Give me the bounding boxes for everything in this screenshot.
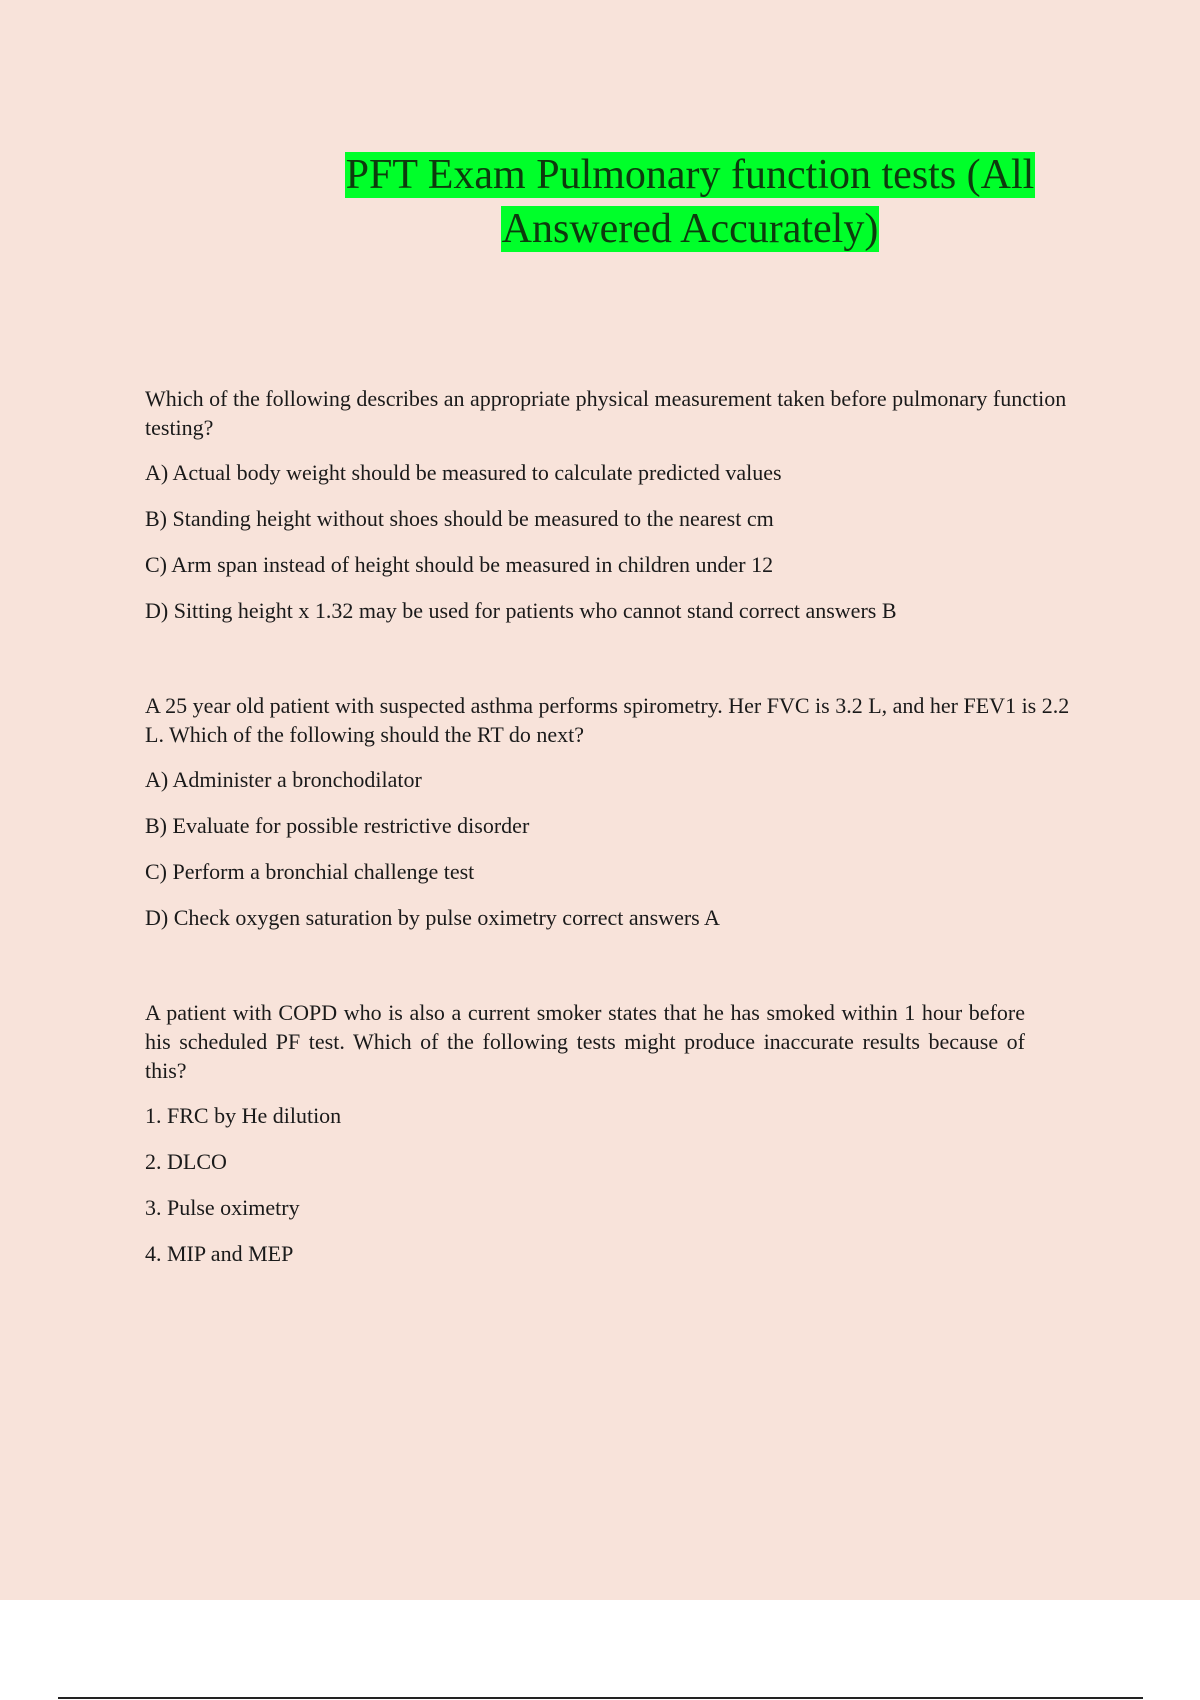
question-1-option-c: C) Arm span instead of height should be measured in children under 12 (145, 552, 774, 577)
question-2-option-c: C) Perform a bronchial challenge test (145, 859, 475, 884)
question-2-text: A 25 year old patient with suspected asthma performs spirometry. Her FVC is 3.2 L, and her FEV1 is 2.2 L. Which of the following should the RT do next? (145, 693, 1070, 747)
page-bottom-rule (58, 1697, 1143, 1699)
question-1-option-d: D) Sitting height x 1.32 may be used for patients who cannot stand correct answers B (145, 598, 897, 623)
title-line-2: Answered Accurately) (501, 206, 879, 252)
question-1-option-a: A) Actual body weight should be measured to calculate predicted values (145, 460, 782, 485)
question-2-option-d: D) Check oxygen saturation by pulse oximetry correct answers A (145, 905, 720, 930)
question-3-option-4: 4. MIP and MEP (145, 1241, 294, 1266)
question-3-option-1: 1. FRC by He dilution (145, 1103, 342, 1128)
question-2 (145, 691, 1075, 949)
question-3-option-3: 3. Pulse oximetry (145, 1195, 300, 1220)
question-3 (145, 998, 1025, 1285)
question-1-text: Which of the following describes an appropriate physical measurement taken before pulmonary function testing? (145, 386, 1067, 440)
question-2-option-b: B) Evaluate for possible restrictive disorder (145, 813, 530, 838)
title-line-1: PFT Exam Pulmonary function tests (All (345, 152, 1035, 198)
question-2-option-a: A) Administer a bronchodilator (145, 767, 422, 792)
question-1-option-b: B) Standing height without shoes should be measured to the nearest cm (145, 506, 774, 531)
question-3-text: A patient with COPD who is also a current smoker states that he has smoked within 1 hour before his scheduled PF test. Which of the following tests might produce inaccurate results because of this? (145, 1000, 1025, 1083)
document-title (300, 148, 1080, 256)
question-1 (145, 384, 1075, 642)
question-3-option-2: 2. DLCO (145, 1149, 227, 1174)
